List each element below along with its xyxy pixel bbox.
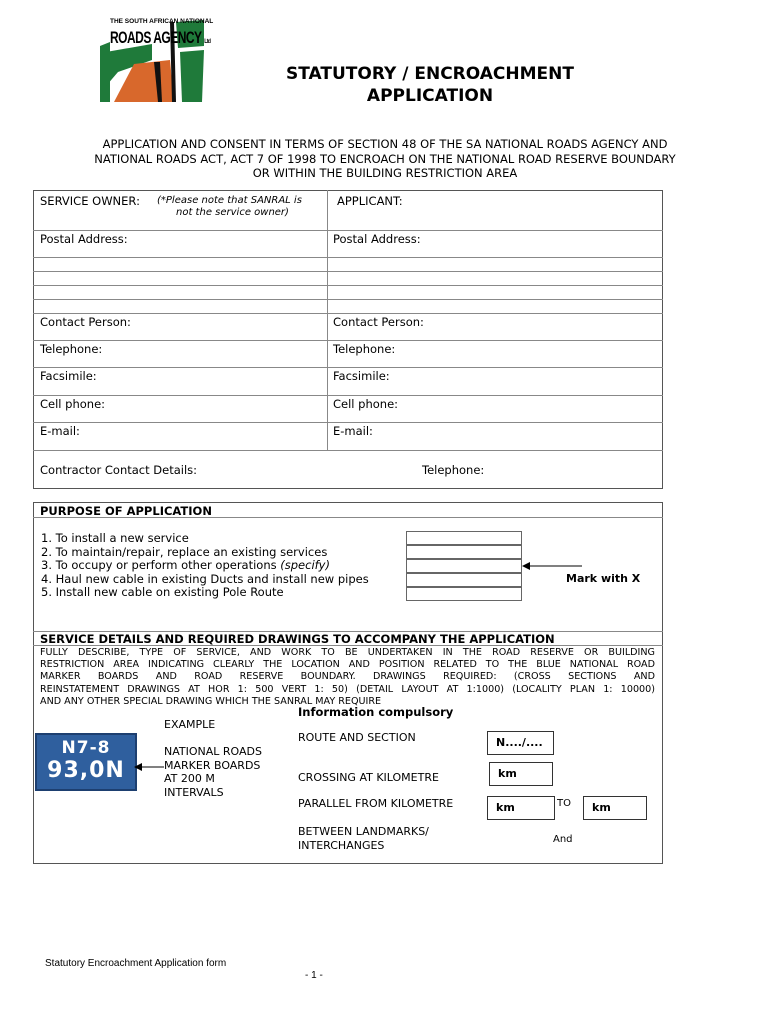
owner-telephone-label: Telephone: xyxy=(40,342,103,356)
parallel-to-input[interactable]: km xyxy=(583,796,647,820)
and-label: And xyxy=(553,834,573,845)
page-number: - 1 - xyxy=(305,970,323,981)
info-compulsory-label: Information compulsory xyxy=(298,705,454,719)
marker-caption-line: INTERVALS xyxy=(164,785,224,799)
purpose-item: 2. To maintain/repair, replace an existing services xyxy=(41,544,328,559)
row-line xyxy=(33,450,663,451)
row-line xyxy=(33,340,663,341)
owner-fax-label: Facsimile: xyxy=(40,369,97,383)
parallel-label: PARALLEL FROM KILOMETRE xyxy=(298,797,454,810)
owner-email-label: E-mail: xyxy=(40,424,80,438)
service-owner-note-2: not the service owner) xyxy=(176,207,289,218)
service-owner-label: SERVICE OWNER: xyxy=(40,194,140,208)
contractor-label: Contractor Contact Details: xyxy=(40,463,198,477)
service-details-heading: SERVICE DETAILS AND REQUIRED DRAWINGS TO ACCOMPANY THE APPLICATION xyxy=(40,632,555,646)
crossing-label: CROSSING AT KILOMETRE xyxy=(298,771,439,784)
title-line-1: STATUTORY / ENCROACHMENT xyxy=(286,64,574,84)
intro-line: NATIONAL ROADS ACT, ACT 7 OF 1998 TO ENCROACH ON THE NATIONAL ROAD RESERVE BOUNDARY xyxy=(94,151,676,166)
logo-suffix: Ltd xyxy=(204,37,211,46)
applicant-contact-label: Contact Person: xyxy=(333,315,424,329)
landmarks-line-1: BETWEEN LANDMARKS/ xyxy=(298,825,429,838)
description-line: AND ANY OTHER SPECIAL DRAWING WHICH THE SANRAL MAY REQUIRE xyxy=(40,695,382,707)
row-line xyxy=(33,367,663,368)
mark-box-3[interactable] xyxy=(406,559,522,573)
mark-box-2[interactable] xyxy=(406,545,522,559)
description-line: FULLY DESCRIBE, TYPE OF SERVICE, AND WORK TO BE UNDERTAKEN IN THE ROAD RESERVE OR BUILDING xyxy=(40,647,655,658)
mark-with-x-label: Mark with X xyxy=(566,572,641,585)
row-line xyxy=(33,395,663,396)
page-title xyxy=(230,63,630,107)
title-line-2: APPLICATION xyxy=(366,86,494,106)
to-label: TO xyxy=(557,798,571,809)
description-line: REINSTATEMENT DRAWINGS AT HOR 1: 500 VERT 1: 50) (DETAIL LAYOUT AT 1:1000) (LOCALITY PLAN 1: 10000) xyxy=(40,683,655,695)
row-line xyxy=(33,299,663,300)
owner-postal-label: Postal Address: xyxy=(40,232,128,246)
row-line xyxy=(33,285,663,286)
landmarks-line-2: INTERCHANGES xyxy=(298,838,385,852)
purpose-item: 4. Haul new cable in existing Ducts and install new pipes xyxy=(41,571,369,586)
applicant-postal-label: Postal Address: xyxy=(333,232,421,246)
applicant-fax-label: Facsimile: xyxy=(333,369,390,383)
row-line xyxy=(33,422,663,423)
applicant-cell-label: Cell phone: xyxy=(333,397,399,411)
owner-cell-label: Cell phone: xyxy=(40,397,106,411)
logo-name xyxy=(110,28,210,47)
logo-name-text: ROADS AGENCY xyxy=(110,28,202,47)
applicant-label: APPLICANT: xyxy=(337,194,403,208)
example-label: EXAMPLE xyxy=(164,718,216,731)
purpose-heading: PURPOSE OF APPLICATION xyxy=(40,504,212,518)
mark-box-4[interactable] xyxy=(406,573,522,587)
intro-line: APPLICATION AND CONSENT IN TERMS OF SECTION 48 OF THE SA NATIONAL ROADS AGENCY AND xyxy=(102,137,668,151)
footer-form-name: Statutory Encroachment Application form xyxy=(45,958,227,969)
marker-board-line-1: N7-8 xyxy=(61,738,111,758)
marker-caption-line: AT 200 M xyxy=(164,772,215,785)
marker-caption xyxy=(164,745,262,799)
applicant-telephone-label: Telephone: xyxy=(333,342,396,356)
marker-board-image xyxy=(35,733,137,791)
purpose-item xyxy=(41,559,369,573)
purpose-item-text: 3. To occupy or perform other operations xyxy=(41,558,281,572)
arrow-left-icon xyxy=(522,560,584,572)
parties-divider xyxy=(327,190,328,450)
landmarks-label xyxy=(298,825,429,852)
service-owner-note-1: (*Please note that SANRAL is xyxy=(157,195,302,206)
crossing-input[interactable]: km xyxy=(489,762,553,786)
intro-line: OR WITHIN THE BUILDING RESTRICTION AREA xyxy=(252,166,518,180)
description-line: MARKER BOARDS AND ROAD RESERVE BOUNDARY. DRAWINGS REQUIRED: (CROSS SECTIONS AND xyxy=(40,671,655,683)
mark-box-5[interactable] xyxy=(406,587,522,601)
owner-contact-label: Contact Person: xyxy=(40,315,131,329)
intro-text xyxy=(40,137,730,181)
row-line xyxy=(33,271,663,272)
route-label: ROUTE AND SECTION xyxy=(298,731,416,744)
logo-org-line: THE SOUTH AFRICAN NATIONAL xyxy=(110,18,214,25)
service-description xyxy=(40,647,655,708)
marker-board-line-2: 93,0N xyxy=(47,758,125,783)
purpose-list xyxy=(41,532,369,600)
purpose-item: 1. To install a new service xyxy=(41,531,189,545)
row-line xyxy=(33,257,663,258)
mark-box-1[interactable] xyxy=(406,531,522,545)
description-line: RESTRICTION AREA INDICATING CLEARLY THE LOCATION AND POSITION RELATED TO THE BLUE NATIONAL ROAD xyxy=(40,659,655,671)
marker-caption-line: NATIONAL ROADS xyxy=(164,745,262,758)
purpose-item: 5. Install new cable on existing Pole Route xyxy=(41,585,284,599)
parallel-from-input[interactable]: km xyxy=(487,796,555,820)
purpose-item-specify: (specify) xyxy=(280,558,330,572)
marker-caption-line: MARKER BOARDS xyxy=(164,758,261,772)
route-input[interactable]: N..../.... xyxy=(487,731,554,755)
arrow-left-icon xyxy=(134,762,164,772)
contractor-telephone-label: Telephone: xyxy=(422,463,485,477)
row-line xyxy=(33,230,663,231)
applicant-email-label: E-mail: xyxy=(333,424,373,438)
row-line xyxy=(33,313,663,314)
